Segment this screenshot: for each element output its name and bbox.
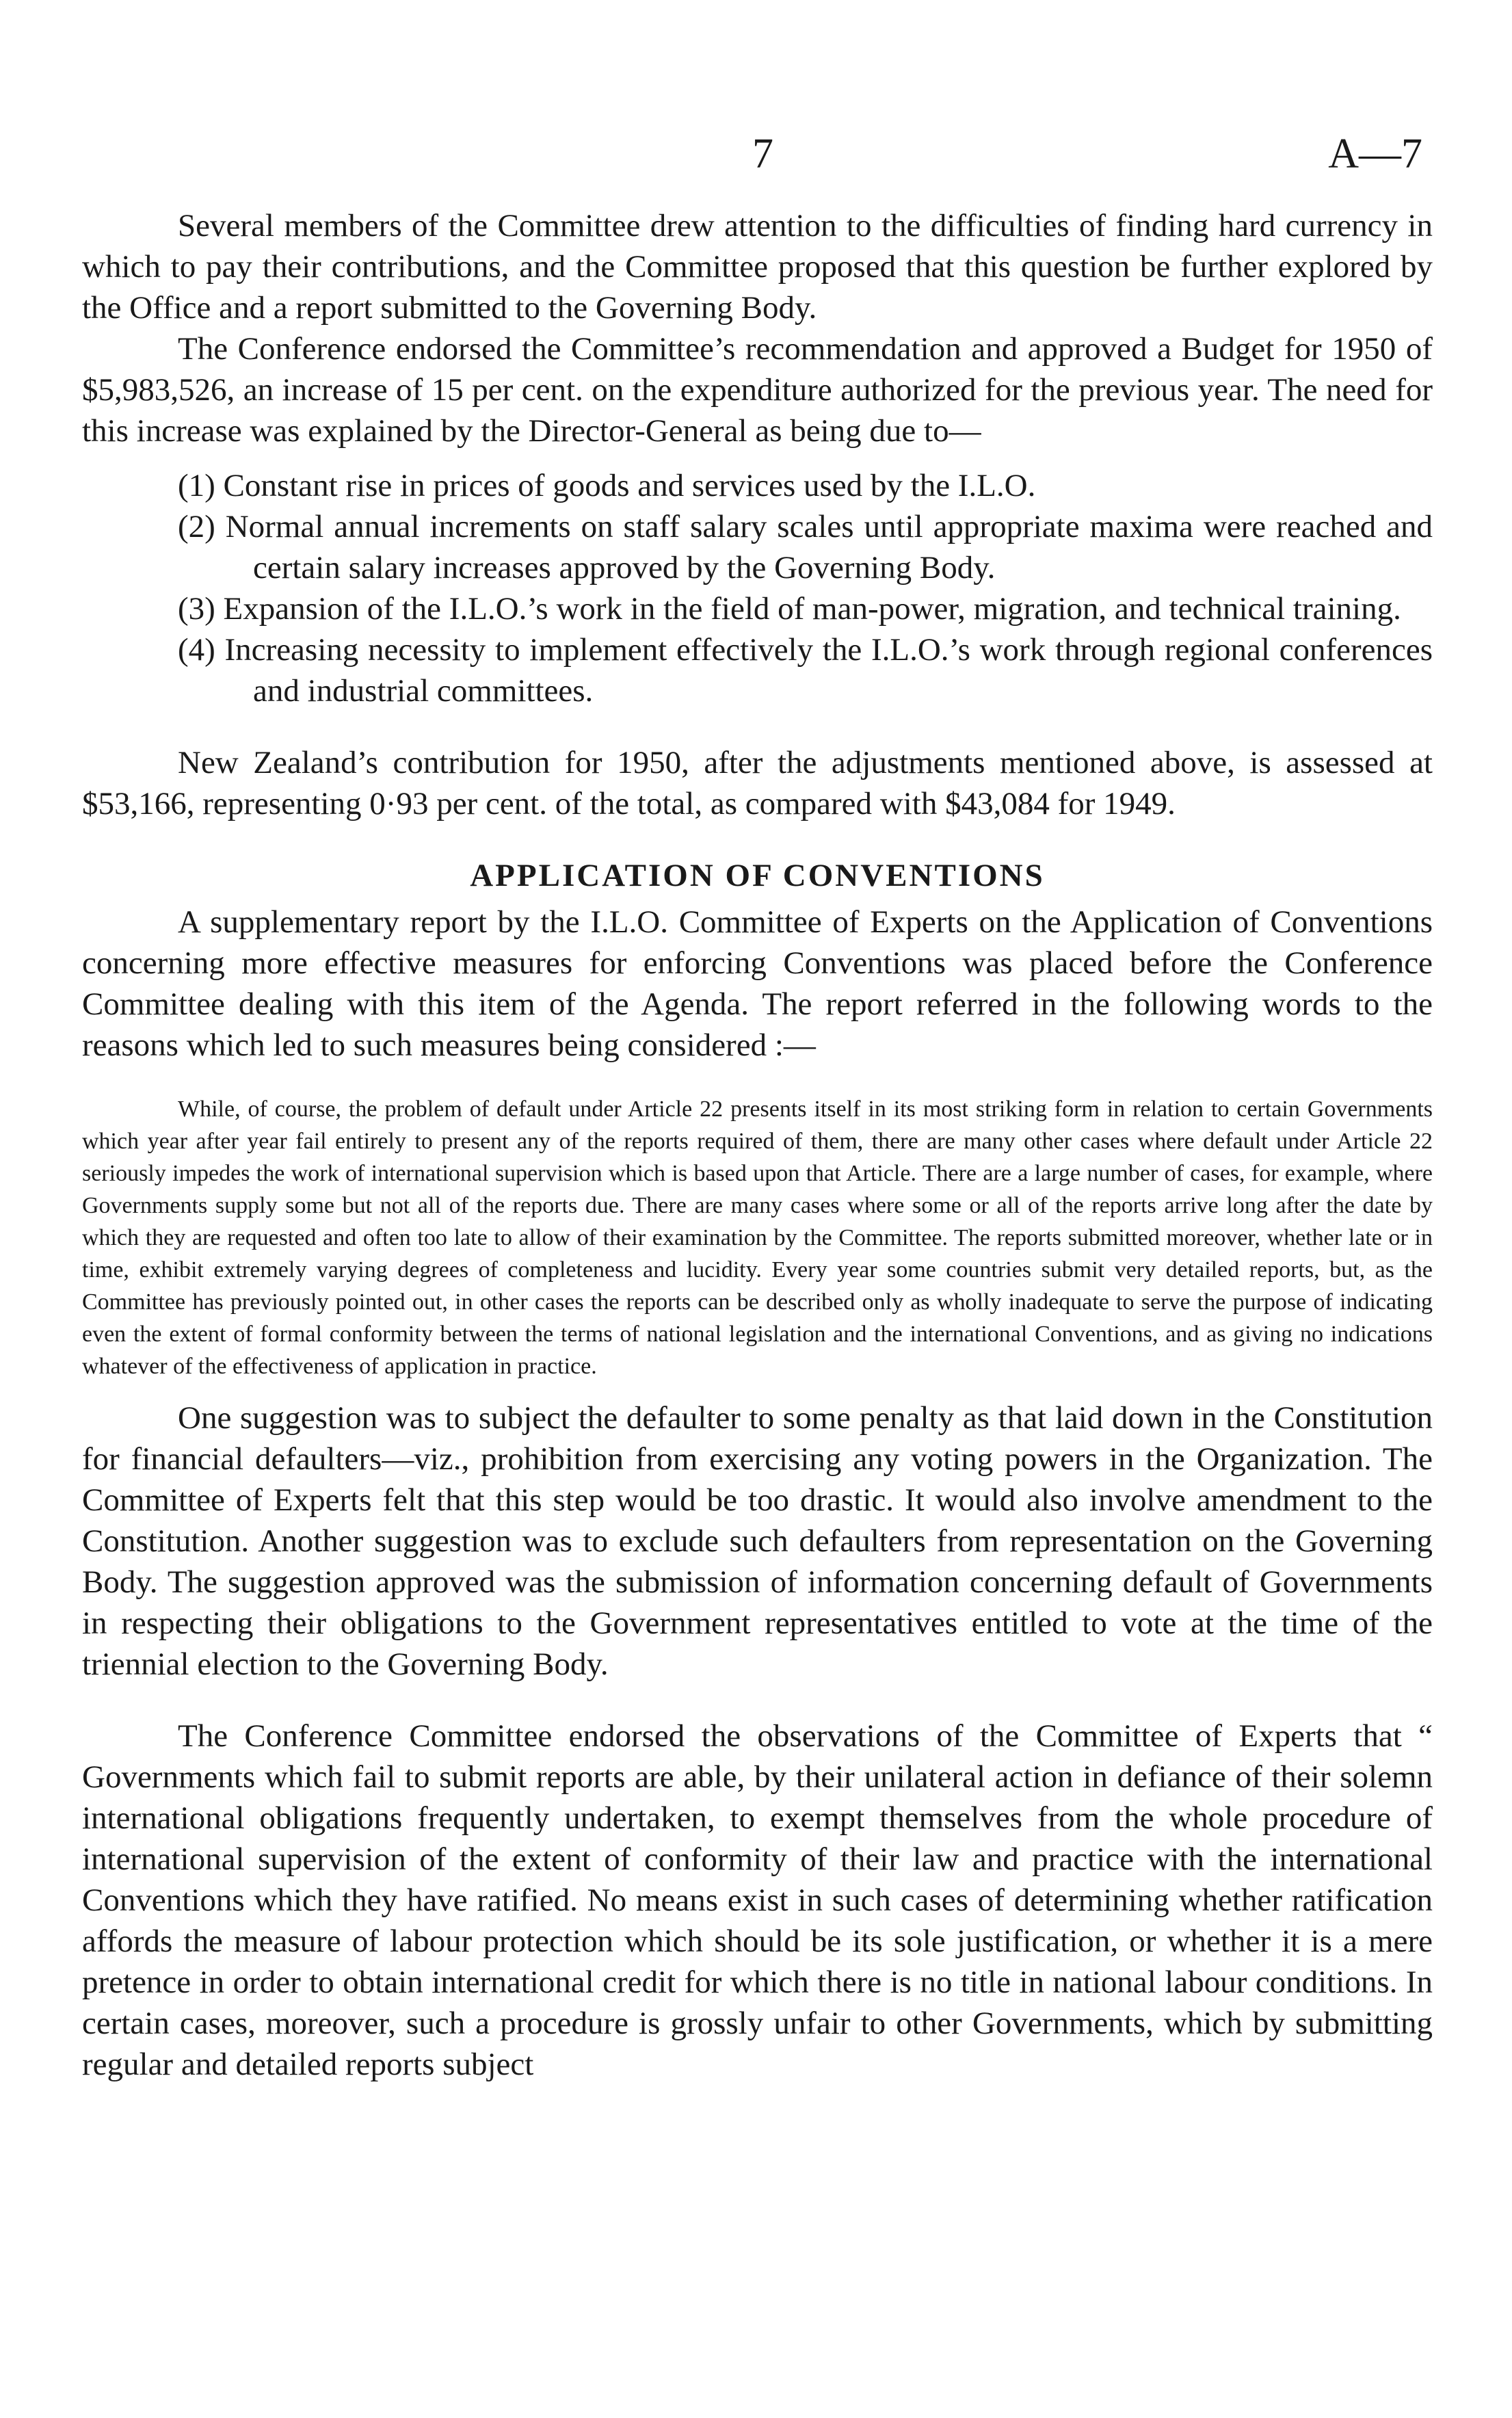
paragraph-nz-contribution: New Zealand’s contribution for 1950, after the adjustments mentioned above, is assessed at $53,166, representing 0·93 per cent. of the total, as compared with $43,084 for 1949.: [82, 745, 1433, 822]
document-page: [82, 0, 1433, 2085]
list-item: (2) Normal annual increments on staff salary scales until appropriate maxima were reached and certain salary increases approved by the Governing Body.: [178, 509, 1433, 586]
paragraph-conference-committee: The Conference Committee endorsed the observations of the Committee of Experts that “ Governments which fail to submit reports are able, by their unilateral action in defiance of their solemn international obligations frequently undertaken, to exempt themselves from the whole procedure of international supervision of the extent of conformity of their law and practice with the international Conventions which they have ratified. No means exist in such cases of determining whether ratification affords the measure of labour protection which should be its sole justification, or whether it is a mere pretence in order to obtain international credit for which there is no title in national labour conditions. In certain cases, moreover, such a procedure is grossly unfair to other Governments, which by submitting regular and detailed reports subject: [82, 1718, 1433, 2082]
page-header: [82, 0, 1433, 205]
paragraph-suggestion: One suggestion was to subject the defaulter to some penalty as that laid down in the Constitution for financial defaulters—viz., prohibition from exercising any voting powers in the Organization. The Committee of Experts felt that this step would be too drastic. It would also involve amendment to the Constitution. Another suggestion was to exclude such defaulters from representation on the Governing Body. The suggestion approved was the submission of information concerning default of Governments in respecting their obligations to the Government representatives entitled to vote at the time of the triennial election to the Governing Body.: [82, 1400, 1433, 1682]
list-item: (4) Increasing necessity to implement effectively the I.L.O.’s work through regional conferences and industrial committees.: [178, 632, 1433, 709]
list-item: (1) Constant rise in prices of goods and services used by the I.L.O.: [178, 468, 1036, 503]
list-item: (3) Expansion of the I.L.O.’s work in the field of man-power, migration, and technical training.: [178, 591, 1401, 627]
page-reference: A—7: [1328, 131, 1422, 177]
paragraph-hard-currency: Several members of the Committee drew attention to the difficulties of finding hard currency in which to pay their contributions, and the Committee proposed that this question be further explored by the Office and a report submitted to the Governing Body.: [82, 208, 1433, 326]
paragraph-supplementary-report: A supplementary report by the I.L.O. Committee of Experts on the Application of Conventions concerning more effective measures for enforcing Conventions was placed before the Conference Committee dealing with this item of the Agenda. The report referred in the following words to the reasons which led to such measures being considered :—: [82, 904, 1433, 1063]
budget-reasons-list: [82, 465, 1433, 711]
block-quote: While, of course, the problem of default under Article 22 presents itself in its most striking form in relation to certain Governments which year after year fail entirely to present any of the reports required of them, there are many other cases where default under Article 22 seriously impedes the work of international supervision which is based upon that Article. There are a large number of cases, for example, where Governments supply some but not all of the reports due. There are many cases where some or all of the reports arrive long after the date by which they are requested and often too late to allow of their examination by the Committee. The reports submitted moreover, whether late or in time, exhibit extremely varying degrees of completeness and lucidity. Every year some countries submit very detailed reports, but, as the Committee has previously pointed out, in other cases the reports can be described only as wholly inadequate to serve the purpose of indicating even the extent of formal conformity between the terms of national legislation and the international Conventions, and as giving no indications whatever of the effectiveness of application in practice.: [82, 1096, 1433, 1379]
section-heading: APPLICATION OF CONVENTIONS: [470, 858, 1045, 893]
paragraph-budget: The Conference endorsed the Committee’s recommendation and approved a Budget for 1950 of $5,983,526, an increase of 15 per cent. on the expenditure authorized for the previous year. The need for this increase was explained by the Director-General as being due to—: [82, 331, 1433, 449]
page-number: 7: [752, 131, 773, 177]
